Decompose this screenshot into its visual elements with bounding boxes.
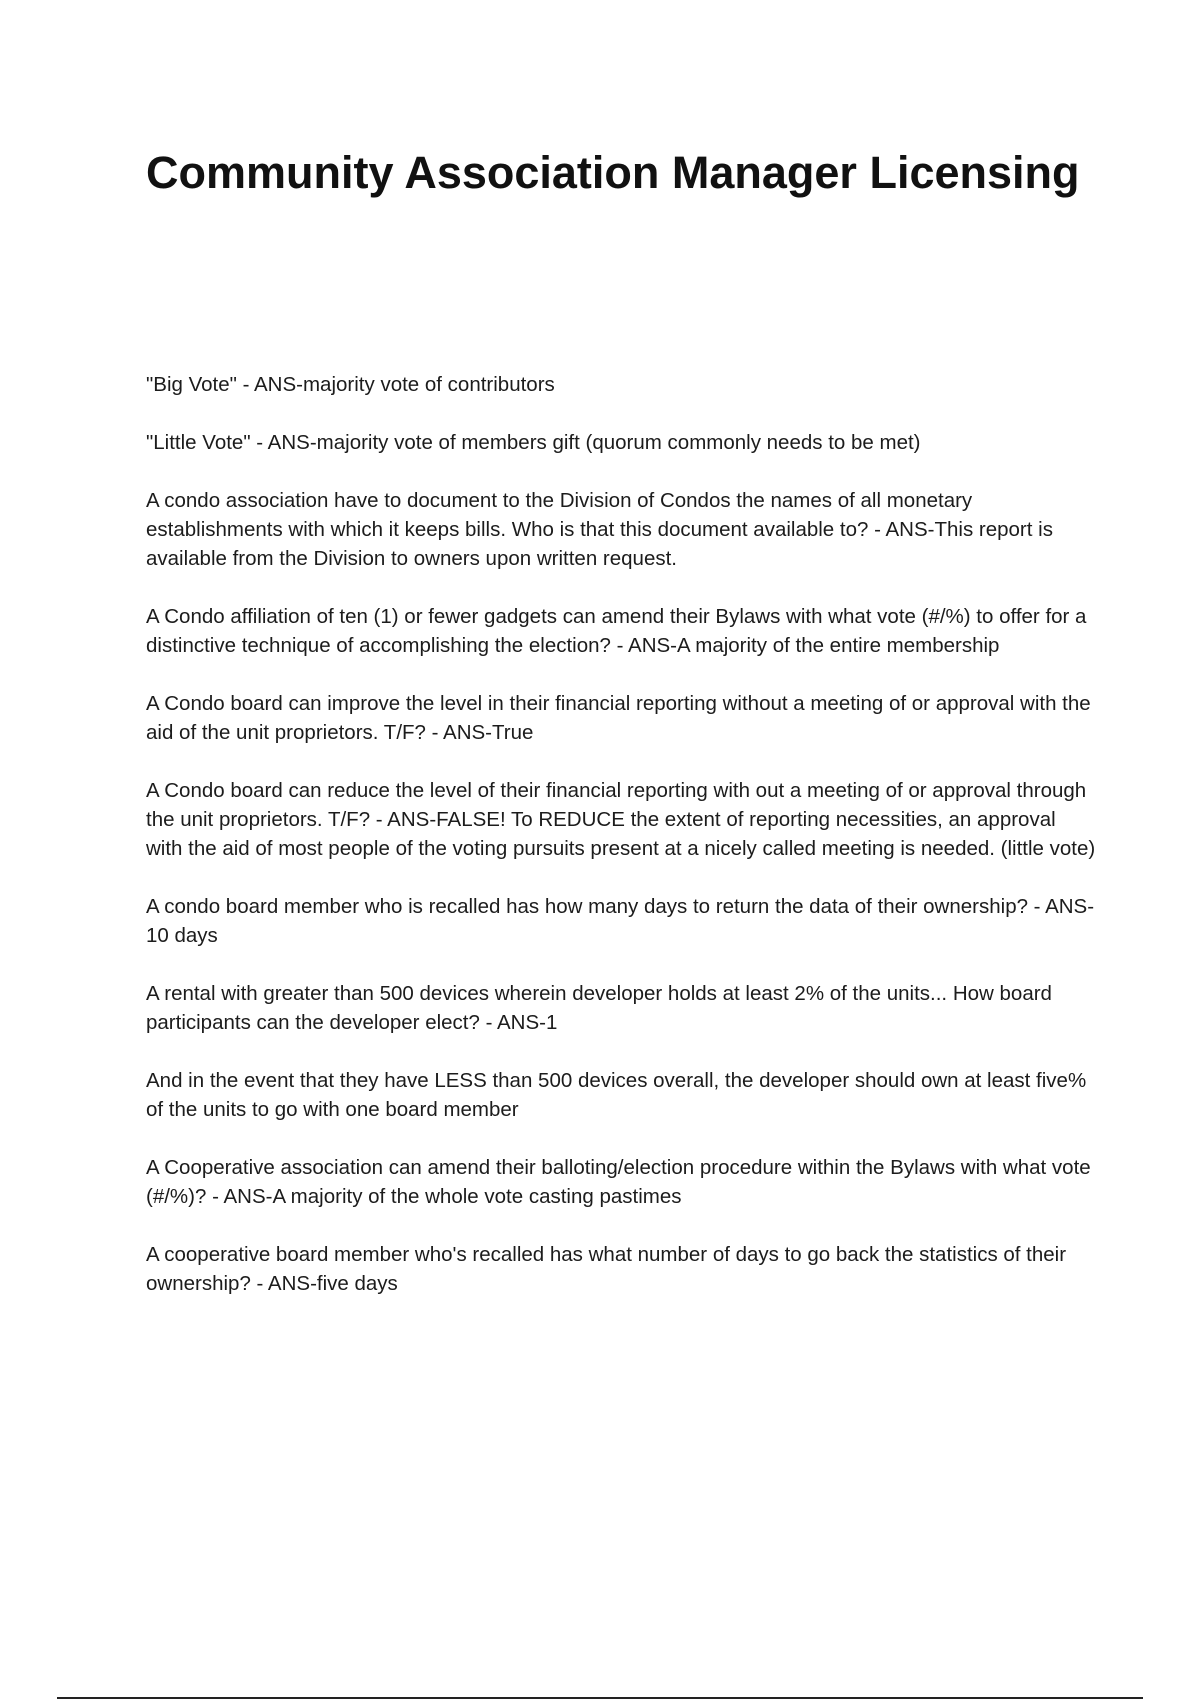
footer-divider — [57, 1697, 1143, 1699]
page-title: Community Association Manager Licensing — [146, 147, 1080, 198]
qa-entry-condo-recall: A condo board member who is recalled has how many days to return the data of their ownership? - ANS-10 days — [146, 895, 1095, 947]
qa-entry-reduce-reporting: A Condo board can reduce the level of their financial reporting with out a meeting of or approval through the unit proprietors. T/F? - ANS-FALSE! To REDUCE the extent of reporting necessities, an approval with the aid of most people of the voting pursuits present at a nicely called meeting is needed. (little vote) — [146, 779, 1096, 860]
qa-entry-little-vote: "Little Vote" - ANS-majority vote of members gift (quorum commonly needs to be met) — [146, 431, 921, 454]
qa-entry-big-vote: "Big Vote" - ANS-majority vote of contributors — [146, 373, 555, 396]
qa-entry-coop-election: A Cooperative association can amend their balloting/election procedure within the Bylaws with what vote (#/%)? - ANS-A majority of the whole vote casting pastimes — [146, 1156, 1091, 1208]
qa-entry-developer-elect: A rental with greater than 500 devices wherein developer holds at least 2% of the units... How board participants can the developer elect? - ANS-1 — [146, 982, 1052, 1034]
qa-entry-bylaws-amendment: A Condo affiliation of ten (1) or fewer gadgets can amend their Bylaws with what vote (#/%) to offer for a distinctive technique of accomplishing the election? - ANS-A majority of the entire membership — [146, 605, 1087, 657]
qa-entry-financial-institutions: A condo association have to document to the Division of Condos the names of all monetary establishments with which it keeps bills. Who is that this document available to? - ANS-This report is available from the Division to owners upon written request. — [146, 489, 1053, 570]
qa-entry-developer-less-units: And in the event that they have LESS than 500 devices overall, the developer should own at least five% of the units to go with one board member — [146, 1069, 1087, 1121]
qa-entry-coop-recall: A cooperative board member who's recalled has what number of days to go back the statistics of their ownership? - ANS-five days — [146, 1243, 1067, 1295]
qa-entry-increase-reporting: A Condo board can improve the level in their financial reporting without a meeting of or approval with the aid of the unit proprietors. T/F? - ANS-True — [146, 692, 1091, 744]
qa-list — [146, 370, 1096, 1327]
